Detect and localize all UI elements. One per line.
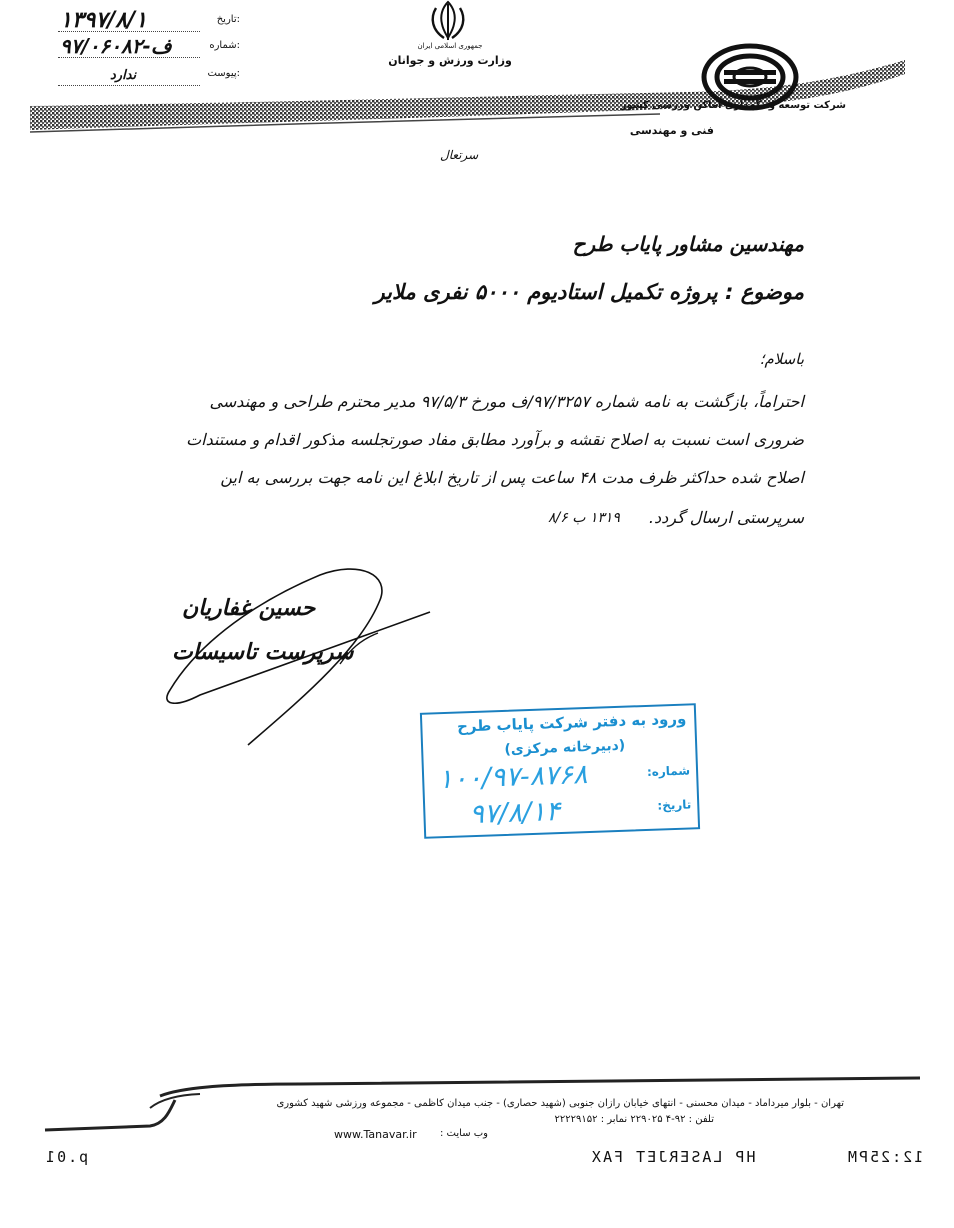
handwritten-note: ۱۳۱۹ ب ۸/۶ [548, 510, 620, 526]
date-value: ۱۳۹۷/۸/۱ [60, 8, 147, 33]
attachment-field [40, 62, 240, 88]
paragraph-line-4: سرپرستی ارسال گردد. [648, 508, 804, 527]
organization-subtitle: فنی و مهندسی [629, 124, 714, 137]
paragraph-line-2: ضروری است نسبت به اصلاح نقشه و برآورد مطابق مفاد صورتجلسه مذکور اقدام و مستندات [186, 430, 804, 449]
signatory-title: سرپرست تاسیسات [172, 640, 354, 665]
subject: موضوع : پروژه تکمیل استادیوم ۵۰۰۰ نفری ملایر [374, 280, 804, 304]
paragraph-line-3: اصلاح شده حداکثر ظرف مدت ۴۸ ساعت پس از تاریخ ابلاغ این نامه جهت بررسی به این [220, 468, 804, 487]
footer-address: تهران - بلوار میرداماد - میدان محسنی - انتهای خیابان رازان جنوبی (شهید حصاری) - جنب میدان کاظمی - مجموعه ورزشی شهید کشوری [276, 1098, 844, 1109]
signatory-name: حسین غفاریان [182, 596, 316, 621]
footer-website-label: وب سایت : [440, 1128, 488, 1139]
emblem-country: جمهوری اسلامی ایران [417, 42, 483, 50]
footer-phone: تلفن : ۹۲-۴ ۲۲۹۰۲۵ نمابر : ۲۲۲۲۹۱۵۲ [554, 1114, 714, 1125]
stamp-subtitle: (دبیرخانه مرکزی) [504, 737, 626, 758]
paragraph-line-1: احتراماً، بازگشت به نامه شماره ۹۷/۳۲۵۷/ف مورخ ۹۷/۵/۳ مدیر محترم طراحی و مهندسی [209, 392, 804, 411]
stamp-title: ورود به دفتر شرکت پایاب طرح [456, 709, 687, 736]
emblem-ministry: وزارت ورزش و جوانان [388, 54, 512, 67]
receipt-stamp [420, 703, 700, 839]
stamp-date-label: تاریخ: [657, 797, 692, 813]
number-label: شماره: [209, 40, 240, 51]
footer-band [160, 1078, 920, 1096]
iran-emblem-icon [428, 0, 468, 42]
stamp-date-value: ۹۷/۸/۱۴ [468, 796, 561, 831]
recipient: مهندسین مشاور پایاب طرح [572, 232, 804, 256]
fax-time: 12:25PM [846, 1148, 924, 1166]
footer-website: www.Tanavar.ir [334, 1128, 417, 1141]
attachment-value: ندارد [110, 68, 137, 83]
organization-name: شرکت توسعه و نگهداری اماکن ورزشی کشور [620, 100, 846, 111]
stamp-number-value: ۱۰۰/۹۷-۸۷۶۸ [437, 759, 589, 796]
number-field [40, 34, 240, 60]
date-label: تاریخ: [216, 14, 240, 25]
number-value: ۹۷/۰۶۰۸۲-ف [60, 34, 172, 58]
fax-page: p.01 [44, 1148, 89, 1166]
greeting: باسلام؛ [759, 350, 804, 368]
stamp-number-label: شماره: [646, 763, 691, 779]
date-field [40, 8, 240, 34]
attachment-label: پیوست: [207, 68, 240, 79]
fax-device: HP LASERJET FAX [590, 1148, 756, 1166]
urgency-note: سرتعال [440, 148, 479, 162]
